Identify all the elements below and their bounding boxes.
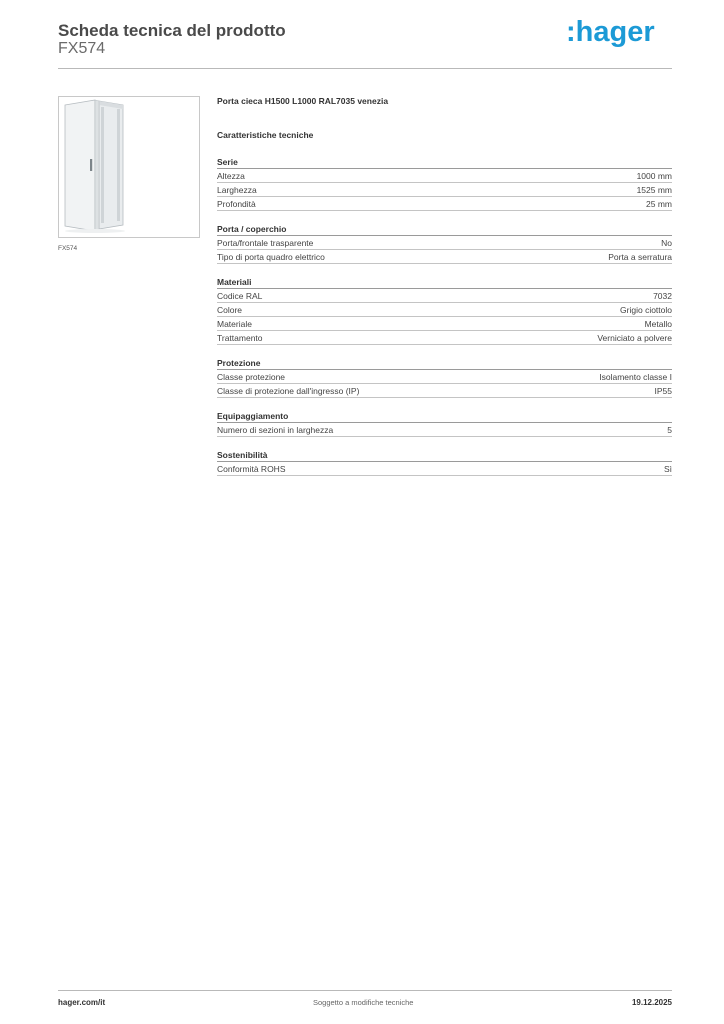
section-title: Protezione [217, 358, 261, 368]
spec-row [217, 250, 672, 264]
spec-label: Materiale [217, 319, 252, 329]
spec-row [217, 462, 672, 476]
section-serie [217, 156, 672, 211]
section-equipaggiamento [217, 410, 672, 437]
spec-label: Larghezza [217, 185, 257, 195]
spec-label: Codice RAL [217, 291, 263, 301]
spec-label: Trattamento [217, 333, 263, 343]
section-sostenibilita [217, 449, 672, 476]
spec-row [217, 370, 672, 384]
spec-value: 7032 [653, 291, 672, 301]
spec-label: Altezza [217, 171, 245, 181]
spec-row [217, 303, 672, 317]
spec-row [217, 317, 672, 331]
section-porta [217, 223, 672, 264]
spec-value: Grigio ciottolo [620, 305, 672, 315]
logo-text: :hager [566, 16, 655, 48]
footer-note: Soggetto a modifiche tecniche [313, 998, 414, 1007]
spec-value: 25 mm [646, 199, 672, 209]
spec-value: Sì [663, 464, 672, 474]
spec-label: Classe di protezione dall'ingresso (IP) [217, 386, 360, 396]
spec-row [217, 183, 672, 197]
section-title: Sostenibilità [217, 450, 268, 460]
product-code: FX574 [58, 40, 106, 57]
spec-value: Isolamento classe I [599, 372, 672, 382]
hager-logo [566, 14, 658, 48]
header-divider [58, 68, 672, 69]
footer-date: 19.12.2025 [631, 998, 672, 1007]
spec-row [217, 423, 672, 437]
spec-label: Classe protezione [217, 372, 286, 382]
section-materiali [217, 276, 672, 345]
product-name: Porta cieca H1500 L1000 RAL7035 venezia [217, 96, 389, 106]
section-title: Porta / coperchio [217, 224, 287, 234]
spec-table [217, 155, 672, 488]
footer-divider [58, 990, 672, 991]
footer-website-link[interactable]: hager.com/it [58, 998, 106, 1007]
tech-specs-title: Caratteristiche tecniche [217, 130, 314, 140]
spec-label: Colore [217, 305, 243, 315]
spec-value: 1000 mm [636, 171, 672, 181]
spec-label: Numero di sezioni in larghezza [217, 425, 334, 435]
section-title: Materiali [217, 277, 252, 287]
spec-value: Porta a serratura [608, 252, 672, 262]
spec-value: Metallo [644, 319, 672, 329]
spec-value: 1525 mm [636, 185, 672, 195]
section-title: Serie [217, 157, 238, 167]
spec-value: IP55 [654, 386, 672, 396]
page-title: Scheda tecnica del prodotto [58, 21, 286, 40]
spec-row [217, 289, 672, 303]
spec-row [217, 197, 672, 211]
section-title: Equipaggiamento [217, 411, 289, 421]
spec-value: Verniciato a polvere [597, 333, 672, 343]
spec-row [217, 169, 672, 183]
spec-label: Profondità [217, 199, 256, 209]
image-caption: FX574 [58, 245, 78, 252]
spec-row [217, 331, 672, 345]
spec-value: No [661, 238, 672, 248]
spec-label: Tipo di porta quadro elettrico [217, 252, 325, 262]
cabinet-door-illustration [59, 97, 199, 237]
spec-row [217, 236, 672, 250]
spec-label: Porta/frontale trasparente [217, 238, 314, 248]
section-protezione [217, 357, 672, 398]
spec-row [217, 384, 672, 398]
spec-label: Conformità ROHS [217, 464, 286, 474]
product-image [58, 96, 200, 238]
spec-value: 5 [667, 425, 672, 435]
